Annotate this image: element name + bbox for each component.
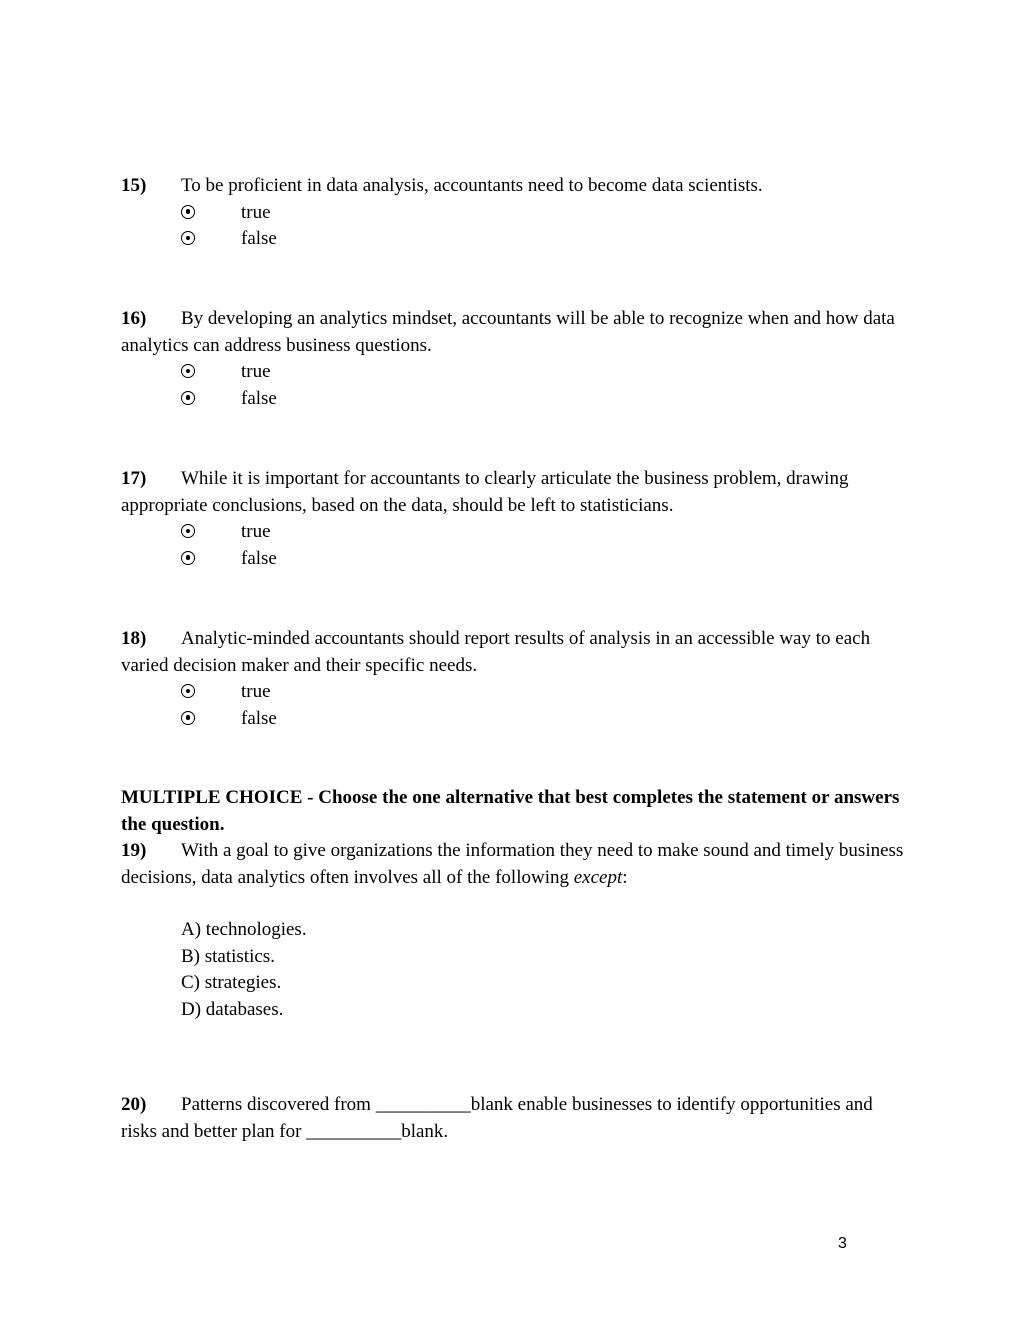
radio-icon[interactable]: [181, 684, 195, 698]
question-17: [121, 466, 911, 572]
question-emphasis: except: [573, 866, 623, 888]
option-false[interactable]: [121, 386, 911, 413]
option-label: false: [241, 387, 277, 409]
option-true[interactable]: [121, 359, 911, 386]
option-label: false: [241, 547, 277, 569]
question-19: [121, 838, 911, 1023]
question-number: 17): [121, 468, 147, 489]
option-false[interactable]: [121, 546, 911, 573]
page-number: 3: [838, 1235, 847, 1252]
question-number: 15): [121, 175, 147, 196]
radio-icon[interactable]: [181, 524, 195, 538]
question-number: 20): [121, 1094, 147, 1115]
radio-icon[interactable]: [181, 231, 195, 245]
question-text: With a goal to give organizations the information they need to make sound and timely business decisions, data analytics often involves all of the following: [121, 840, 904, 888]
choice-d[interactable]: D) databases.: [181, 998, 284, 1020]
question-text: Patterns discovered from __________blank enable businesses to identify opportunities and risks and better plan for __________blank.: [121, 1094, 873, 1142]
radio-icon[interactable]: [181, 711, 195, 725]
choice-c[interactable]: C) strategies.: [181, 972, 282, 993]
option-true[interactable]: [121, 519, 911, 546]
radio-icon[interactable]: [181, 391, 195, 405]
question-text: While it is important for accountants to clearly articulate the business problem, drawing appropriate conclusions, based on the data, should be left to statisticians.: [121, 468, 849, 516]
option-label: true: [241, 361, 271, 382]
option-label: false: [241, 228, 277, 249]
question-16: [121, 306, 911, 412]
choice-list: [121, 917, 911, 1023]
option-true[interactable]: [121, 200, 911, 227]
choice-b[interactable]: B) statistics.: [181, 945, 275, 967]
question-text: Analytic-minded accountants should report results of analysis in an accessible way to each varied decision maker and their specific needs.: [121, 628, 871, 676]
question-number: 18): [121, 628, 147, 649]
option-label: true: [241, 681, 271, 702]
option-label: false: [241, 707, 277, 729]
radio-icon[interactable]: [181, 551, 195, 565]
option-label: true: [241, 201, 271, 223]
option-false[interactable]: [121, 226, 911, 253]
question-text: By developing an analytics mindset, accountants will be able to recognize when and how data analytics can address business questions.: [121, 308, 895, 356]
option-label: true: [241, 521, 271, 542]
choice-a[interactable]: A) technologies.: [181, 919, 307, 940]
option-true[interactable]: [121, 679, 911, 706]
question-number: 19): [121, 840, 147, 861]
radio-icon[interactable]: [181, 205, 195, 219]
question-text: To be proficient in data analysis, accountants need to become data scientists.: [181, 175, 763, 196]
question-15: [121, 173, 911, 253]
mc-section-heading: MULTIPLE CHOICE - Choose the one alternative that best completes the statement or answers the question.: [121, 787, 900, 835]
option-false[interactable]: [121, 706, 911, 733]
question-number: 16): [121, 308, 147, 329]
question-text-end: :: [622, 866, 628, 888]
question-20: [121, 1092, 911, 1145]
question-18: [121, 626, 911, 732]
radio-icon[interactable]: [181, 364, 195, 378]
